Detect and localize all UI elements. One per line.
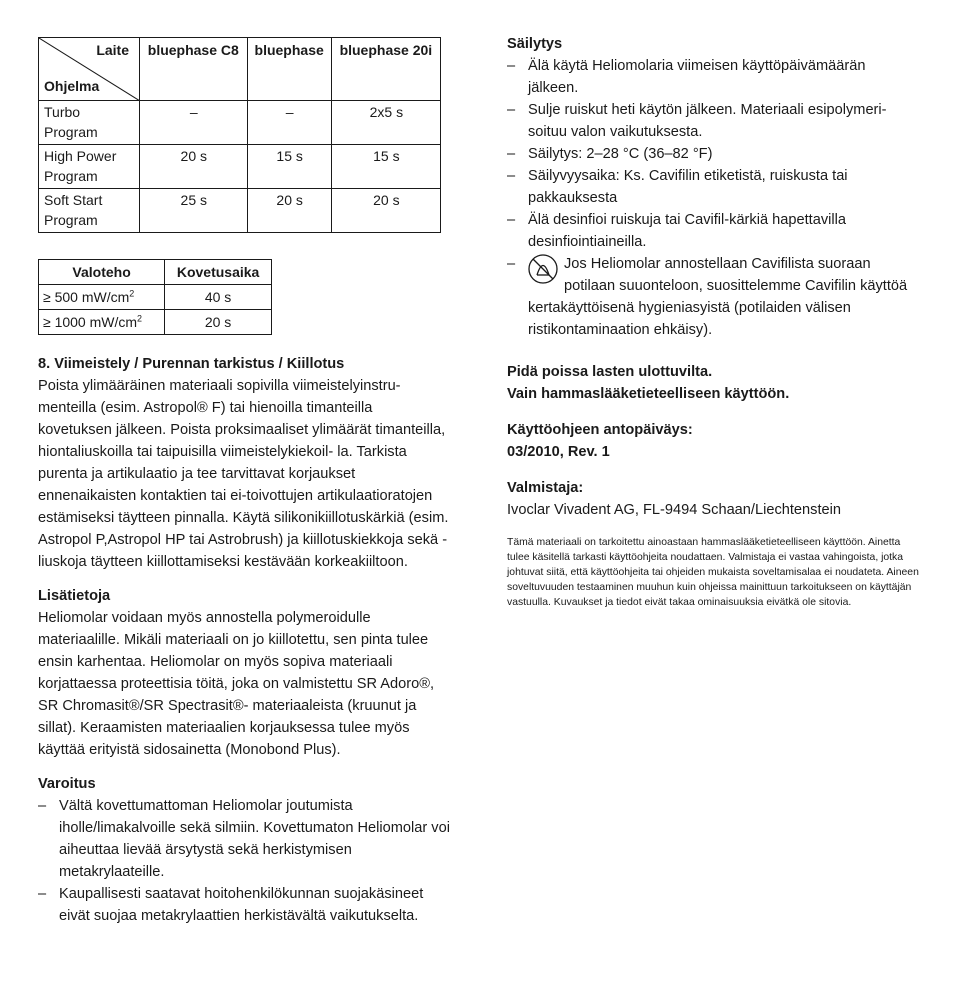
section-body: Poista ylimääräinen materiaali sopivilla viimeistelyinstru- menteilla (esim. Astropol® F) tai hienoilla timanteilla kovetuksen jälkeen. Poista proksimaaliset ylimäärät timanteilla, hiontaliuskoilla tai taipuisilla viimeistelykiekoil- la. Tarkista purenta ja artikulaatio ja tee tarvittavat korjaukset ennenaikaisten kontaktien tai ei-toivottujen artikulaatioratojen estämiseksi täytteen pinnalla. Käytä silikonikiillotuskärkiä (esim. Astropol P,Astropol HP tai Astrobrush) ja kiillotuskiekkoja sekä -liuskoja täytteen kiillottamiseksi kestävään korkeakiiltoon.: [38, 378, 449, 570]
disclaimer: Tämä materiaali on tarkoitettu ainoastaan hammaslääketieteelliseen käyttöön. Ainetta tulee käsitellä tarkasti käyttöohjeita noudattaen. Valmistaja ei vastaa vahingoista, jotka johtuvat siitä, että käyttöohjeita tai ohjeiden mukaista soveltamisalaa ei noudateta. Aineen soveltuvuuden testaaminen muuhun kuin ohjeissa mainittuun tarkoitukseen on käyttäjän vastuulla. Kuvaukset ja tiedot eivät takaa ominaisuuksia eivätkä ole sitovia.: [507, 537, 919, 608]
corner-label-device: Laite: [96, 42, 129, 58]
column-header: Kovetusaika: [165, 260, 272, 285]
list-item: – Säilytys: 2–28 °C (36–82 °F): [507, 143, 919, 165]
light-power: [39, 285, 165, 310]
list-item: – Vältä kovettumattoman Heliomolar joutumista iholle/limakalvoille sekä silmiin. Kovettumaton Heliomolar voi aiheuttaa lievää ärsytystä sekä herkistymisen metakrylaateille.: [38, 795, 450, 883]
curing-table: [38, 259, 272, 335]
section-title: Varoitus: [38, 776, 96, 792]
cell-value: 2x5 s: [331, 101, 440, 145]
do-not-reuse-icon: [526, 253, 560, 287]
program-table: [38, 37, 441, 233]
table-row: [39, 101, 441, 145]
cell-value: 25 s: [140, 189, 248, 233]
column-header: bluephase C8: [140, 38, 248, 101]
cell-value: –: [247, 101, 331, 145]
manufacturer: [507, 477, 919, 521]
issue-date: [507, 419, 919, 463]
list-item: – Älä desinfioi ruiskuja tai Cavifil-kärkiä hapettavilla desinfiointiaineilla.: [507, 209, 919, 253]
section-title: Säilytys: [507, 36, 563, 52]
light-power: [39, 310, 165, 335]
cell-value: 20 s: [247, 189, 331, 233]
column-header: bluephase 20i: [331, 38, 440, 101]
cell-value: –: [140, 101, 248, 145]
table-corner-cell: [39, 38, 140, 101]
table-row: [39, 285, 272, 310]
cell-value: 20 s: [331, 189, 440, 233]
unit-exponent: 2: [129, 288, 135, 299]
column-header: Valoteho: [39, 260, 165, 285]
section-title: Lisätietoja: [38, 588, 111, 604]
single-use-text: Jos Heliomolar annostellaan Cavifilista suoraan potilaan suuonteloon, suosittelemme Cavifilin käyttöä kertakäyttöisenä hygieniasyistä (potilaiden välisen ristikontaminaation ehkäisy).: [528, 256, 908, 338]
section-finishing: [38, 353, 450, 573]
program-table-header: [39, 38, 441, 101]
table-row: [39, 189, 441, 233]
section-additional-info: [38, 585, 450, 761]
section-body: Heliomolar voidaan myös annostella polymeroidulle materiaalille. Mikäli materiaali on jo kiillotettu, sen pinta tulee ensin karhentaa. Heliomolar on myös sopiva materiaali korjattaessa proteettisia töitä, joka on valmistettu SR Adoro®, SR Chromasit®/SR Spectrasit®- materiaaleista (kruunut ja sillat). Keraamisten materiaalien korjauksessa tulee myös käyttää erityistä sidosainetta (Monobond Plus).: [38, 610, 435, 758]
list-item-single-use: [507, 253, 919, 341]
section-storage: [507, 33, 919, 341]
corner-label-program: Ohjelma: [44, 78, 100, 94]
right-column: [507, 33, 919, 610]
list-item: – Säilyvyysaika: Ks. Cavifilin etiketistä, ruiskusta tai pakkauksesta: [507, 165, 919, 209]
cell-value: 15 s: [331, 145, 440, 189]
children-notice: [507, 361, 919, 405]
notice-line: Vain hammaslääketieteelliseen käyttöön.: [507, 386, 790, 402]
section-title: 8. Viimeistely / Purennan tarkistus / Kiillotus: [38, 356, 345, 372]
left-column: [38, 37, 450, 939]
storage-list: [507, 55, 919, 341]
issue-date-value: 03/2010, Rev. 1: [507, 444, 610, 460]
cell-value: 15 s: [247, 145, 331, 189]
program-name: High Power Program: [39, 145, 140, 189]
cell-value: 20 s: [140, 145, 248, 189]
table-row: [39, 310, 272, 335]
program-name: Turbo Program: [39, 101, 140, 145]
light-power-value: ≥ 1000 mW/cm: [43, 314, 138, 330]
program-name: Soft Start Program: [39, 189, 140, 233]
section-warning: [38, 773, 450, 927]
warning-list: [38, 795, 450, 927]
issue-date-label: Käyttöohjeen antopäiväys:: [507, 422, 693, 438]
cure-time: 20 s: [165, 310, 272, 335]
manufacturer-address: Ivoclar Vivadent AG, FL-9494 Schaan/Liechtenstein: [507, 502, 841, 518]
manufacturer-label: Valmistaja:: [507, 480, 584, 496]
table-row: [39, 145, 441, 189]
unit-exponent: 2: [137, 313, 143, 324]
notice-line: Pidä poissa lasten ulottuvilta.: [507, 364, 713, 380]
curing-table-header: [39, 260, 272, 285]
light-power-value: ≥ 500 mW/cm: [43, 289, 130, 305]
column-header: bluephase: [247, 38, 331, 101]
list-item: – Kaupallisesti saatavat hoitohenkilökunnan suojakäsineet eivät suojaa metakrylaattien herkistävältä vaikutukselta.: [38, 883, 450, 927]
list-item: – Älä käytä Heliomolaria viimeisen käyttöpäivämäärän jälkeen.: [507, 55, 919, 99]
cure-time: 40 s: [165, 285, 272, 310]
list-item: – Sulje ruiskut heti käytön jälkeen. Materiaali esipolymeri- soituu valon vaikutuksesta.: [507, 99, 919, 143]
